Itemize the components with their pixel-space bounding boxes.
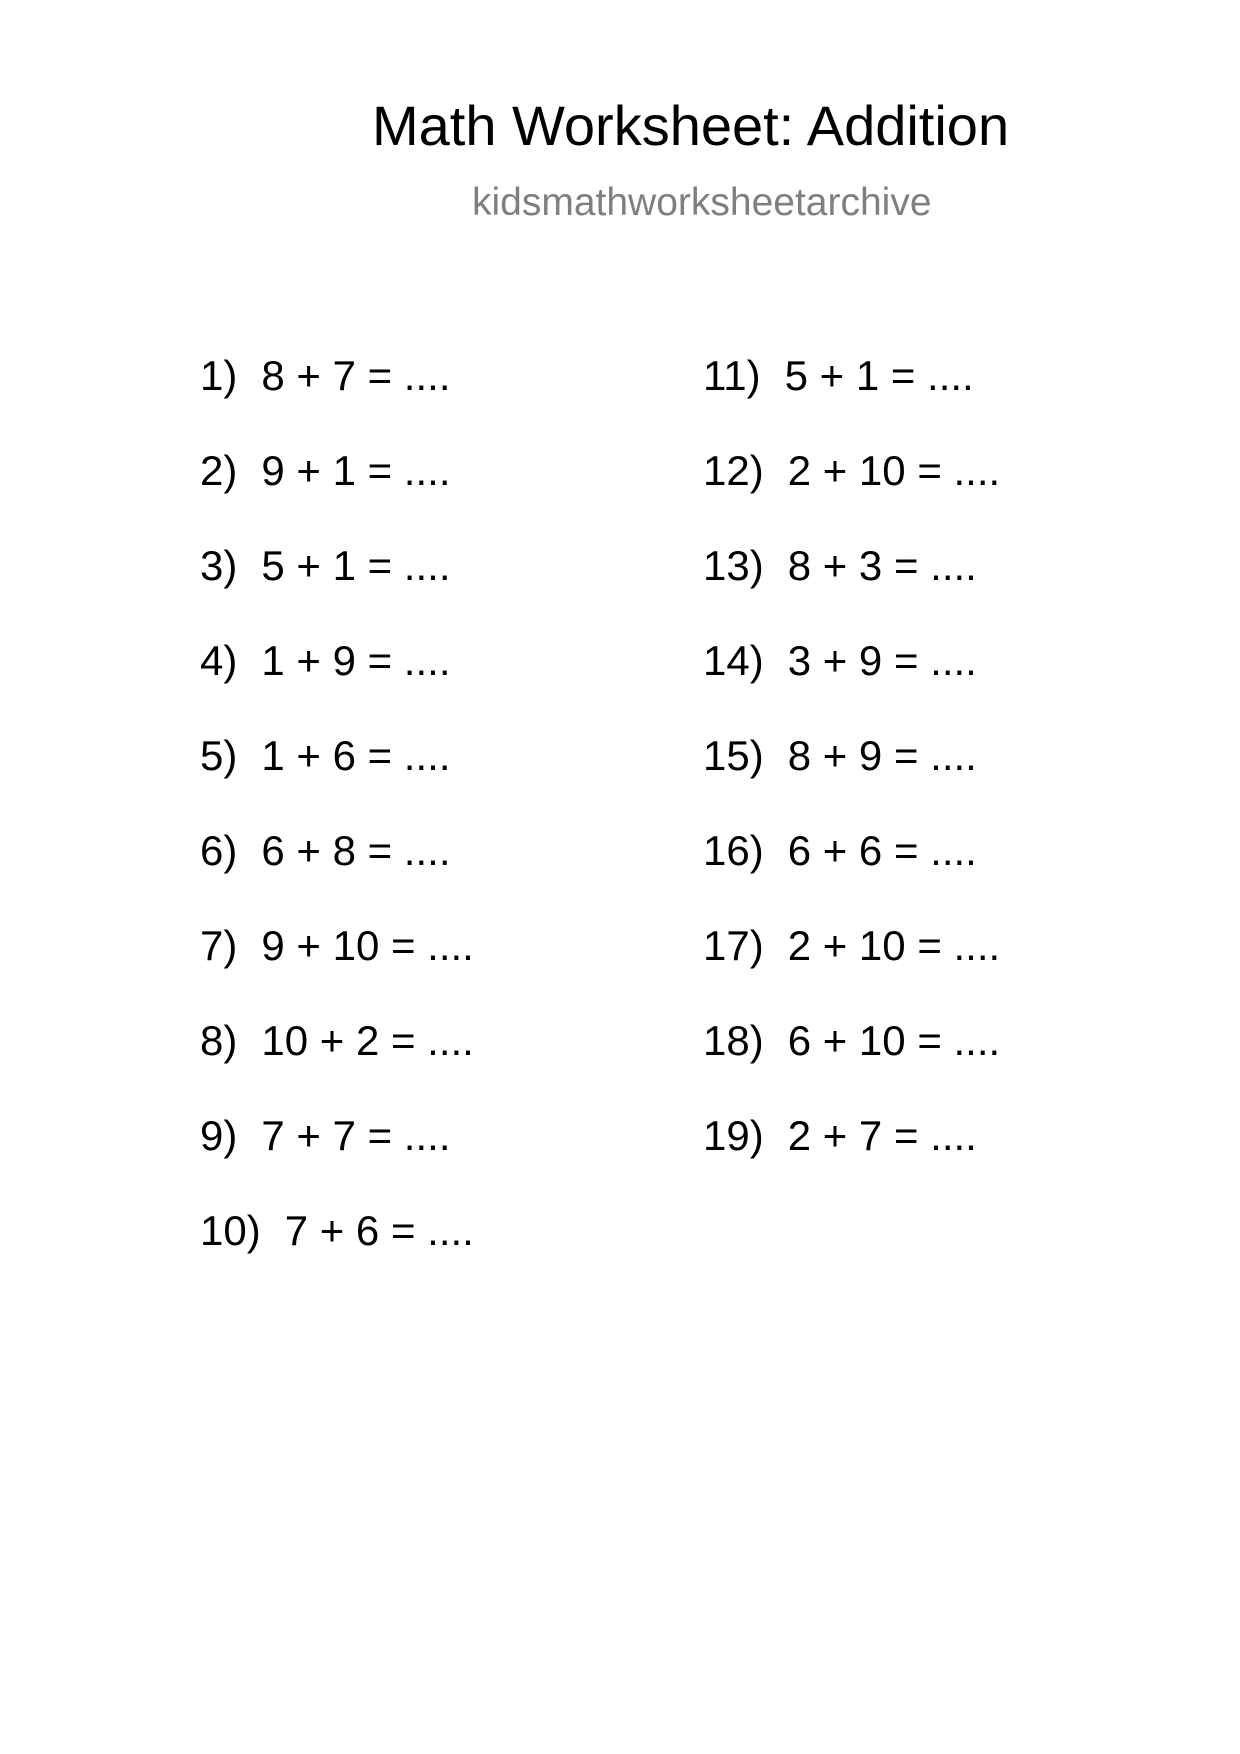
problem-number: 18) xyxy=(703,1017,764,1064)
problem-expression: 9 + 10 = .... xyxy=(261,922,474,969)
problem-item xyxy=(200,732,474,827)
problem-item xyxy=(200,1112,474,1207)
problem-number: 13) xyxy=(703,542,764,589)
problem-item xyxy=(703,732,1000,827)
problem-expression: 5 + 1 = .... xyxy=(261,542,451,589)
page-subtitle: kidsmathworksheetarchive xyxy=(472,181,932,224)
problem-expression: 8 + 7 = .... xyxy=(261,352,451,399)
problem-item xyxy=(703,1017,1000,1112)
problem-expression: 6 + 10 = .... xyxy=(787,1017,1001,1064)
problem-expression: 8 + 3 = .... xyxy=(787,542,977,589)
problem-expression: 2 + 7 = .... xyxy=(787,1112,977,1159)
problem-item xyxy=(703,637,1000,732)
problem-expression: 6 + 8 = .... xyxy=(261,827,451,874)
problem-number: 17) xyxy=(703,922,764,969)
problem-item xyxy=(703,447,1000,542)
problem-item xyxy=(703,922,1000,1017)
problem-expression: 8 + 9 = .... xyxy=(787,732,977,779)
problem-list-left xyxy=(200,352,474,1302)
problem-item xyxy=(200,637,474,732)
problem-number: 19) xyxy=(703,1112,764,1159)
problem-expression: 9 + 1 = .... xyxy=(261,447,451,494)
problem-number: 12) xyxy=(703,447,764,494)
problem-number: 4) xyxy=(200,637,238,684)
problem-number: 7) xyxy=(200,922,238,969)
problem-expression: 1 + 9 = .... xyxy=(261,637,451,684)
problem-number: 1) xyxy=(200,352,238,399)
page-title: Math Worksheet: Addition xyxy=(372,94,1010,157)
problem-item xyxy=(200,922,474,1017)
problem-expression: 3 + 9 = .... xyxy=(787,637,977,684)
problem-item xyxy=(200,447,474,542)
problem-expression: 5 + 1 = .... xyxy=(784,352,974,399)
problem-number: 6) xyxy=(200,827,238,874)
problem-item xyxy=(200,1017,474,1112)
problem-number: 16) xyxy=(703,827,764,874)
problem-number: 10) xyxy=(200,1207,261,1254)
problem-item xyxy=(703,542,1000,637)
problem-list-right xyxy=(703,352,1000,1207)
problem-expression: 2 + 10 = .... xyxy=(787,922,1001,969)
problem-number: 5) xyxy=(200,732,238,779)
problem-item xyxy=(703,1112,1000,1207)
problem-number: 9) xyxy=(200,1112,238,1159)
problem-item xyxy=(200,1207,474,1302)
problem-number: 14) xyxy=(703,637,764,684)
problem-item xyxy=(200,827,474,922)
problem-expression: 1 + 6 = .... xyxy=(261,732,451,779)
problem-expression: 6 + 6 = .... xyxy=(787,827,977,874)
problem-number: 2) xyxy=(200,447,238,494)
problem-expression: 7 + 6 = .... xyxy=(284,1207,474,1254)
problem-expression: 2 + 10 = .... xyxy=(787,447,1001,494)
problem-item xyxy=(200,542,474,637)
problem-number: 15) xyxy=(703,732,764,779)
problem-expression: 7 + 7 = .... xyxy=(261,1112,451,1159)
problem-item xyxy=(703,352,1000,447)
problem-number: 11) xyxy=(703,352,761,399)
problem-number: 3) xyxy=(200,542,238,589)
problem-item xyxy=(200,352,474,447)
problem-expression: 10 + 2 = .... xyxy=(261,1017,474,1064)
problem-number: 8) xyxy=(200,1017,238,1064)
problem-item xyxy=(703,827,1000,922)
